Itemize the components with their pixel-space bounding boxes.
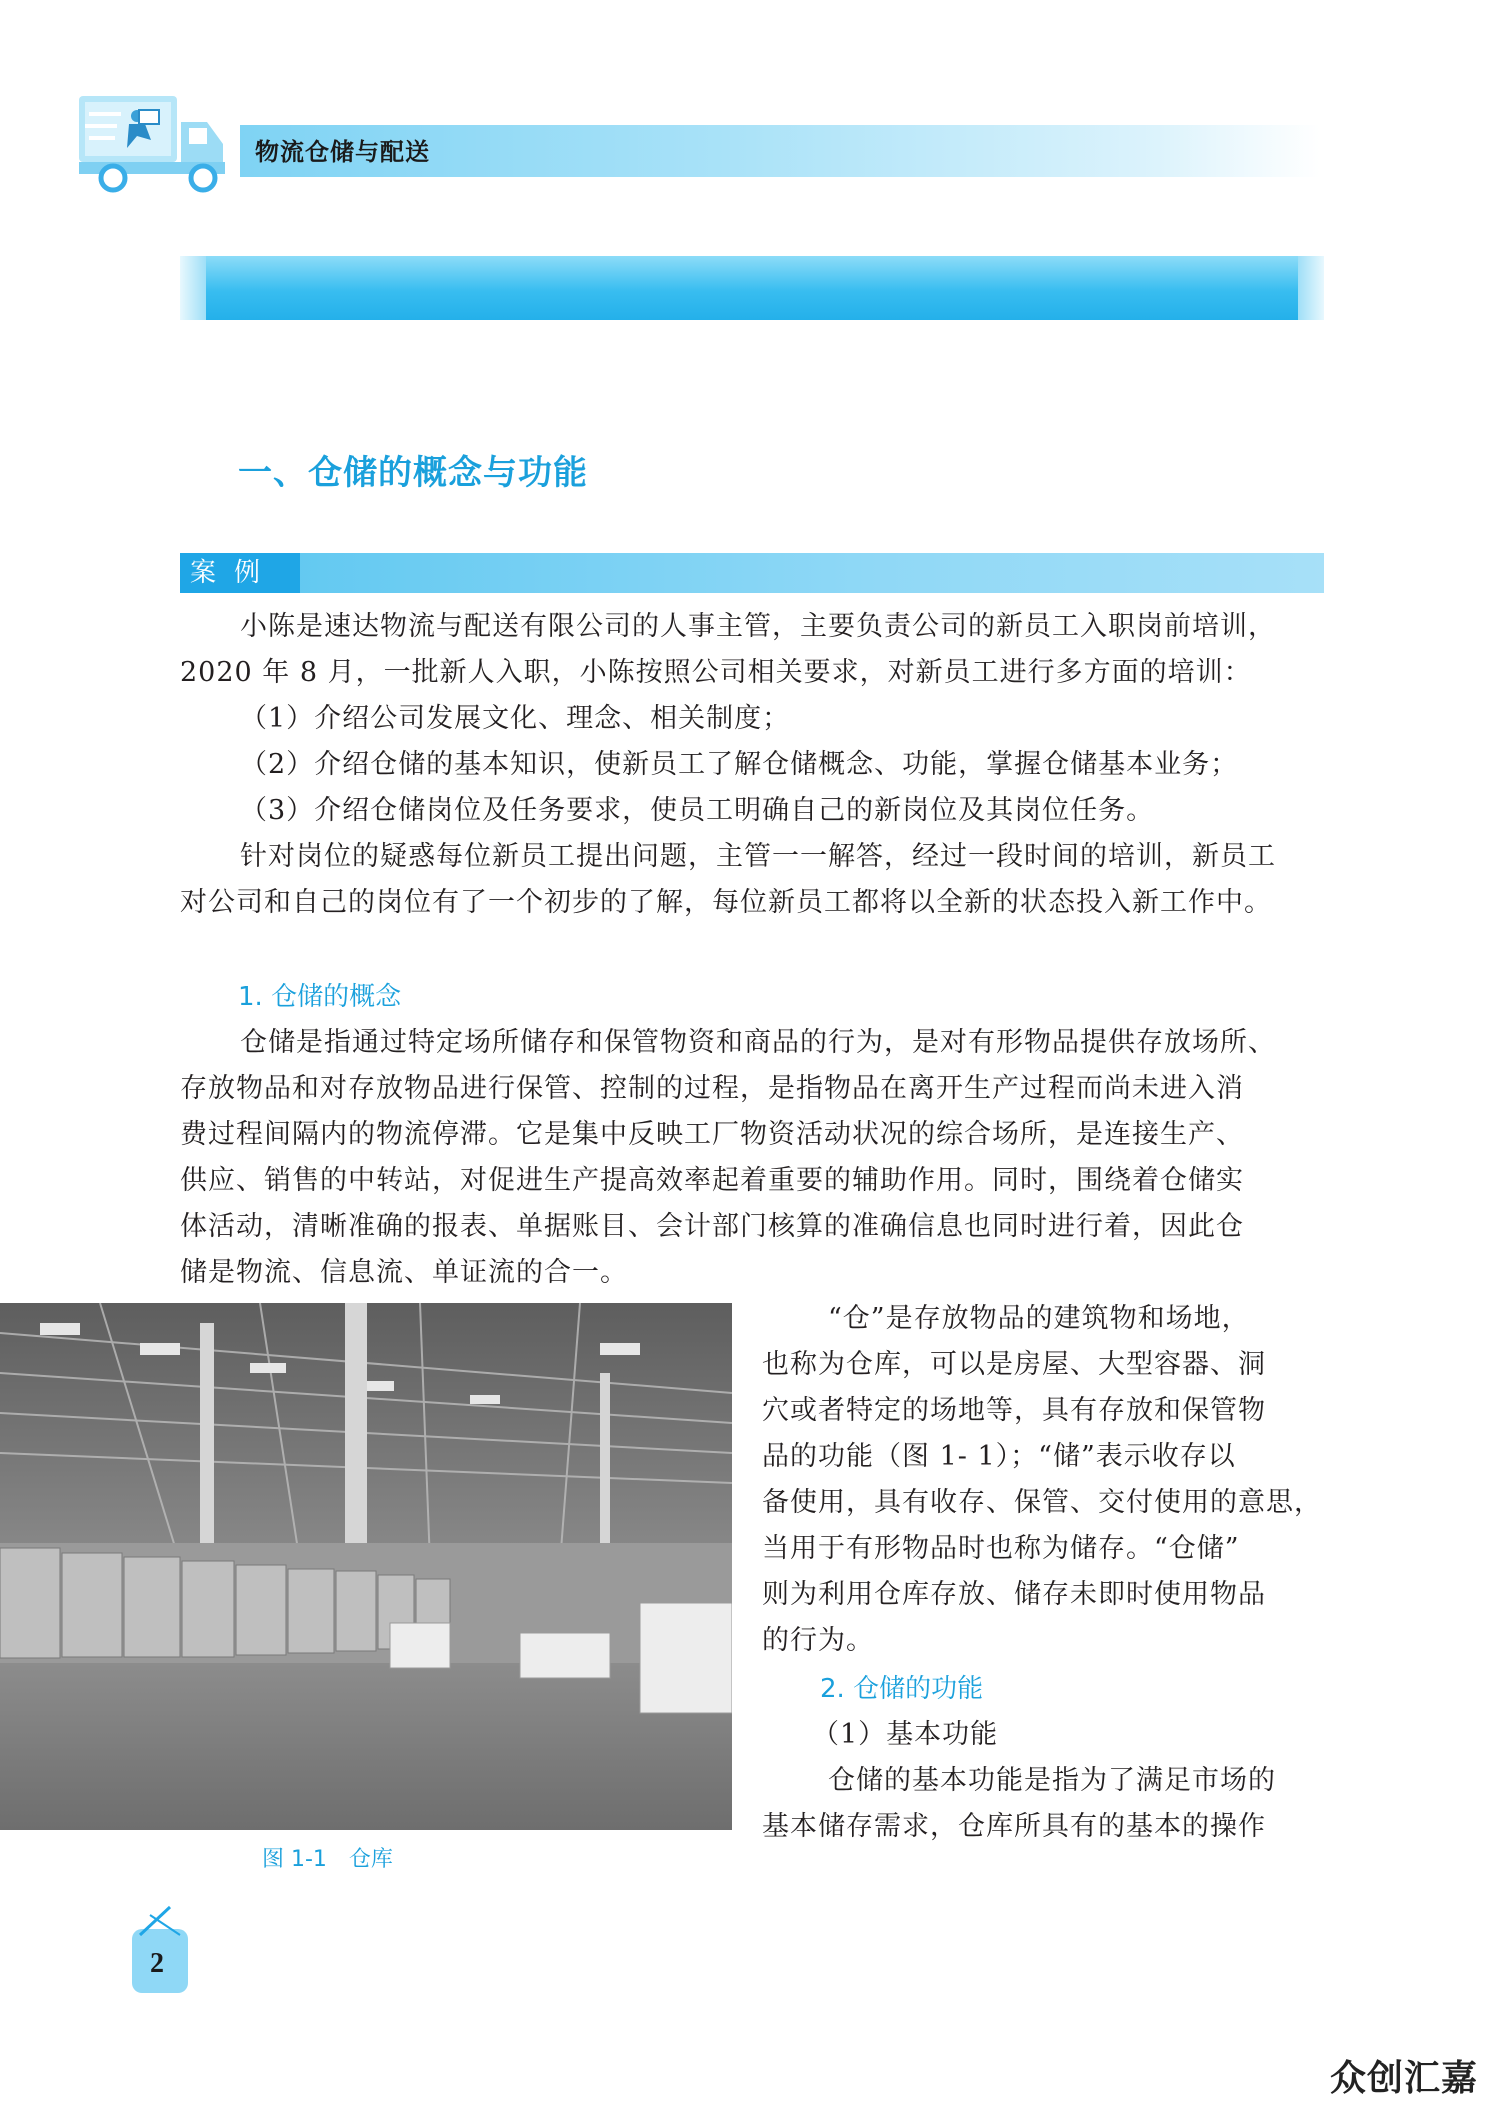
function-line: 仓储的基本功能是指为了满足市场的	[828, 1765, 1276, 1796]
concept-line: 储是物流、信息流、单证流的合一。	[180, 1257, 628, 1288]
concept-side-line: 则为利用仓库存放、储存未即时使用物品	[762, 1579, 1266, 1610]
truck-logo-icon	[75, 92, 235, 198]
concept-line: 存放物品和对存放物品进行保管、控制的过程，是指物品在离开生产过程而尚未进入消	[180, 1073, 1244, 1104]
figure-caption: 图 1-1 仓库	[262, 1847, 393, 1872]
case-line: （1）介绍公司发展文化、理念、相关制度；	[240, 703, 791, 734]
subsection-heading-concept: 1. 仓储的概念	[238, 982, 402, 1012]
book-title: 物流仓储与配送	[255, 138, 430, 166]
case-line: 小陈是速达物流与配送有限公司的人事主管，主要负责公司的新员工入职岗前培训，	[240, 611, 1276, 642]
concept-side-line: “仓”是存放物品的建筑物和场地，	[828, 1303, 1250, 1334]
subsection-heading-function: 2. 仓储的功能	[820, 1674, 984, 1704]
concept-side-line: 品的功能（图 1- 1）；“储”表示收存以	[762, 1441, 1236, 1472]
concept-side-line: 的行为。	[762, 1625, 874, 1656]
warehouse-photo	[0, 1303, 732, 1830]
watermark: 众创汇嘉	[1330, 2058, 1479, 2099]
concept-side-line: 也称为仓库，可以是房屋、大型容器、洞	[762, 1349, 1266, 1380]
function-line: 基本储存需求，仓库所具有的基本的操作	[762, 1811, 1266, 1842]
case-line: 针对岗位的疑惑每位新员工提出问题，主管一一解答，经过一段时间的培训，新员工	[240, 841, 1276, 872]
concept-line: 体活动，清晰准确的报表、单据账目、会计部门核算的准确信息也同时进行着，因此仓	[180, 1211, 1244, 1242]
concept-line: 供应、销售的中转站，对促进生产提高效率起着重要的辅助作用。同时，围绕着仓储实	[180, 1165, 1244, 1196]
section-banner	[180, 256, 1324, 320]
concept-line: 费过程间隔内的物流停滞。它是集中反映工厂物资活动状况的综合场所，是连接生产、	[180, 1119, 1244, 1150]
case-line: 对公司和自己的岗位有了一个初步的了解，每位新员工都将以全新的状态投入新工作中。	[180, 887, 1272, 918]
case-line: （3）介绍仓储岗位及任务要求，使员工明确自己的新岗位及其岗位任务。	[240, 795, 1155, 826]
banner-cap-left	[180, 256, 206, 320]
concept-line: 仓储是指通过特定场所储存和保管物资和商品的行为，是对有形物品提供存放场所、	[240, 1027, 1276, 1058]
concept-side-line: 当用于有形物品时也称为储存。“仓储”	[762, 1533, 1240, 1564]
banner-cap-right	[1298, 256, 1324, 320]
function-sub: （1）基本功能	[812, 1719, 999, 1750]
case-label: 案例	[180, 553, 300, 593]
section-heading: 一、仓储的概念与功能	[238, 453, 588, 493]
concept-side-line: 穴或者特定的场地等，具有存放和保管物	[762, 1395, 1266, 1426]
case-bar	[180, 553, 1324, 593]
case-line: （2）介绍仓储的基本知识，使新员工了解仓储概念、功能，掌握仓储基本业务；	[240, 749, 1239, 780]
case-line: 2020 年 8 月，一批新人入职，小陈按照公司相关要求，对新员工进行多方面的培训：	[180, 657, 1252, 688]
concept-side-line: 备使用，具有收存、保管、交付使用的意思，	[762, 1487, 1322, 1518]
page-number: 2	[150, 1948, 164, 1979]
